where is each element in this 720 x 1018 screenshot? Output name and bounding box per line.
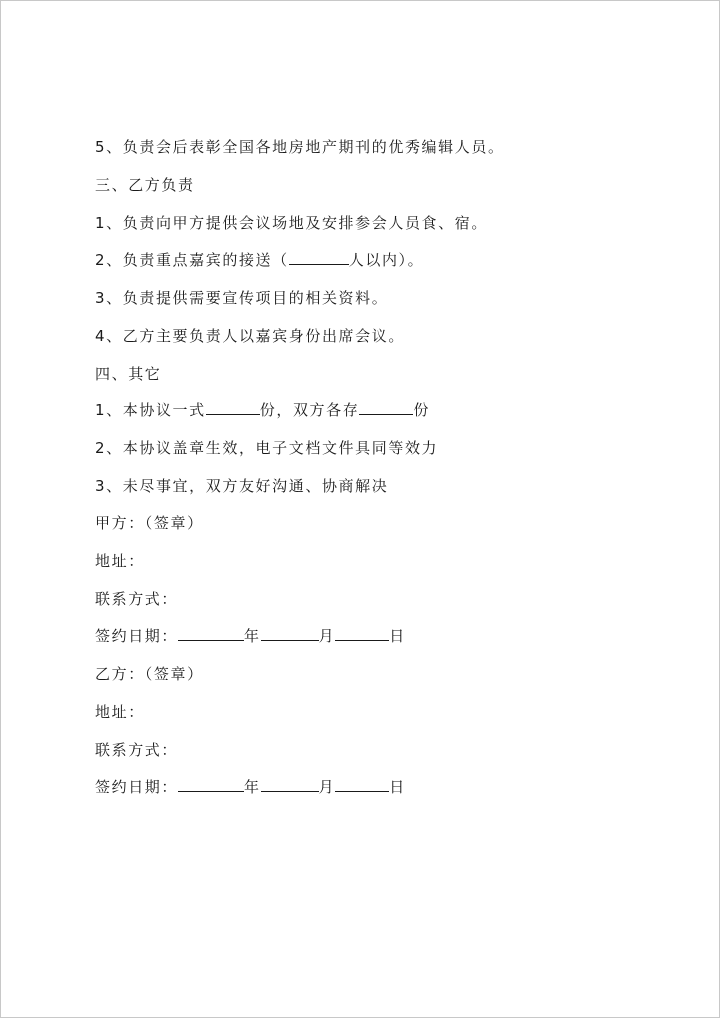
party-a-sign-date — [95, 626, 406, 646]
copies-each-blank — [359, 400, 413, 415]
clause-party-b-2-text: 2、负责重点嘉宾的接送（ — [95, 251, 289, 269]
copies-total-blank — [206, 400, 260, 415]
clause-party-b-1: 1、负责向甲方提供会议场地及安排参会人员食、宿。 — [95, 214, 488, 232]
guest-count-blank — [289, 250, 349, 265]
party-a-signature: 甲方：（签章） — [95, 514, 204, 532]
section-heading-other: 四、其它 — [95, 365, 162, 383]
clause-party-a-5: 5、负责会后表彰全国各地房地产期刊的优秀编辑人员。 — [95, 138, 505, 156]
party-a-address: 地址： — [95, 552, 145, 570]
section-heading-party-b: 三、乙方负责 — [95, 176, 195, 194]
party-b-sign-date — [95, 777, 406, 797]
clause-other-1 — [95, 400, 430, 420]
party-b-address: 地址： — [95, 703, 145, 721]
party-b-signature: 乙方：（签章） — [95, 665, 204, 683]
clause-party-b-2-suffix: 人以内）。 — [348, 251, 425, 269]
month-blank — [261, 626, 319, 641]
day-unit: 日 — [389, 778, 406, 796]
year-unit: 年 — [244, 627, 261, 645]
sign-date-label: 签约日期： — [95, 627, 179, 645]
month-unit: 月 — [318, 778, 336, 796]
year-unit: 年 — [244, 778, 261, 796]
clause-party-b-4: 4、乙方主要负责人以嘉宾身份出席会议。 — [95, 327, 405, 345]
month-unit: 月 — [318, 627, 336, 645]
clause-other-1-text: 1、本协议一式 — [95, 401, 206, 419]
clause-other-3: 3、未尽事宜，双方友好沟通、协商解决 — [95, 477, 389, 495]
clause-other-1-middle: 份，双方各存 — [259, 401, 360, 419]
sign-date-label: 签约日期： — [95, 778, 179, 796]
clause-party-b-3: 3、负责提供需要宣传项目的相关资料。 — [95, 289, 389, 307]
day-blank — [335, 777, 389, 792]
day-unit: 日 — [389, 627, 406, 645]
month-blank — [261, 777, 319, 792]
clause-other-1-suffix: 份 — [413, 401, 430, 419]
day-blank — [335, 626, 389, 641]
year-blank — [178, 626, 244, 641]
year-blank — [178, 777, 244, 792]
clause-other-2: 2、本协议盖章生效，电子文档文件具同等效力 — [95, 439, 439, 457]
party-a-contact: 联系方式： — [95, 590, 179, 608]
party-b-contact: 联系方式： — [95, 741, 179, 759]
clause-party-b-2 — [95, 250, 424, 270]
